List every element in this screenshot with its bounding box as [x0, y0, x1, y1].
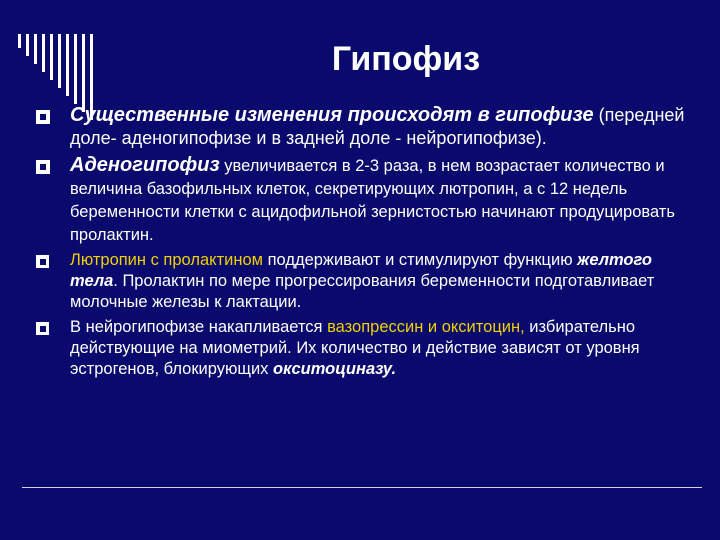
item-3-text: поддерживают и стимулируют функцию	[262, 251, 578, 269]
item-4-text-mid: избирательно действующие на миометрий. Их количество и действие зависят от уровня эстрогенов, блокирующих	[70, 318, 640, 378]
bullet-item-2	[36, 154, 696, 246]
item-4-text-end: .	[391, 360, 397, 378]
item-1-text: (передней доле- аденогипофизе и в задней доле - нейрогипофизе).	[70, 105, 685, 148]
item-4-emphasis: окситоциназу	[273, 360, 392, 378]
item-4-highlight: вазопрессин и окситоцин,	[327, 318, 525, 336]
item-4-text: В нейрогипофизе накапливается	[70, 318, 328, 336]
checkbox-bullet-icon	[36, 160, 50, 174]
item-3-highlight: Лютропин с пролактином	[70, 251, 263, 269]
item-1-lead: Существенные изменения происходят в гипофизе	[70, 104, 594, 126]
bottom-divider	[22, 487, 702, 488]
bullet-item-3	[36, 250, 696, 313]
checkbox-bullet-icon	[36, 255, 49, 268]
checkbox-bullet-icon	[36, 322, 49, 335]
checkbox-bullet-icon	[36, 110, 50, 124]
item-3-text-end: . Пролактин по мере прогрессирования беременности подготавливает молочные железы к лактации.	[70, 272, 655, 311]
bullet-item-1	[36, 104, 696, 150]
item-2-text: увеличивается в 2-3 раза, в нем возрастает количество и величина базофильных клеток, секретирующих лютропин, а с 12 недель беременности клетки с ацидофильной зернистостью начинают продуцировать пролактин.	[70, 157, 675, 244]
item-2-lead: Аденогипофиз	[70, 154, 220, 176]
item-3-emphasis: желтого тела	[70, 251, 652, 290]
slide-title: Гипофиз	[331, 40, 481, 78]
bullet-item-4	[36, 317, 696, 380]
bullet-list	[36, 104, 696, 384]
